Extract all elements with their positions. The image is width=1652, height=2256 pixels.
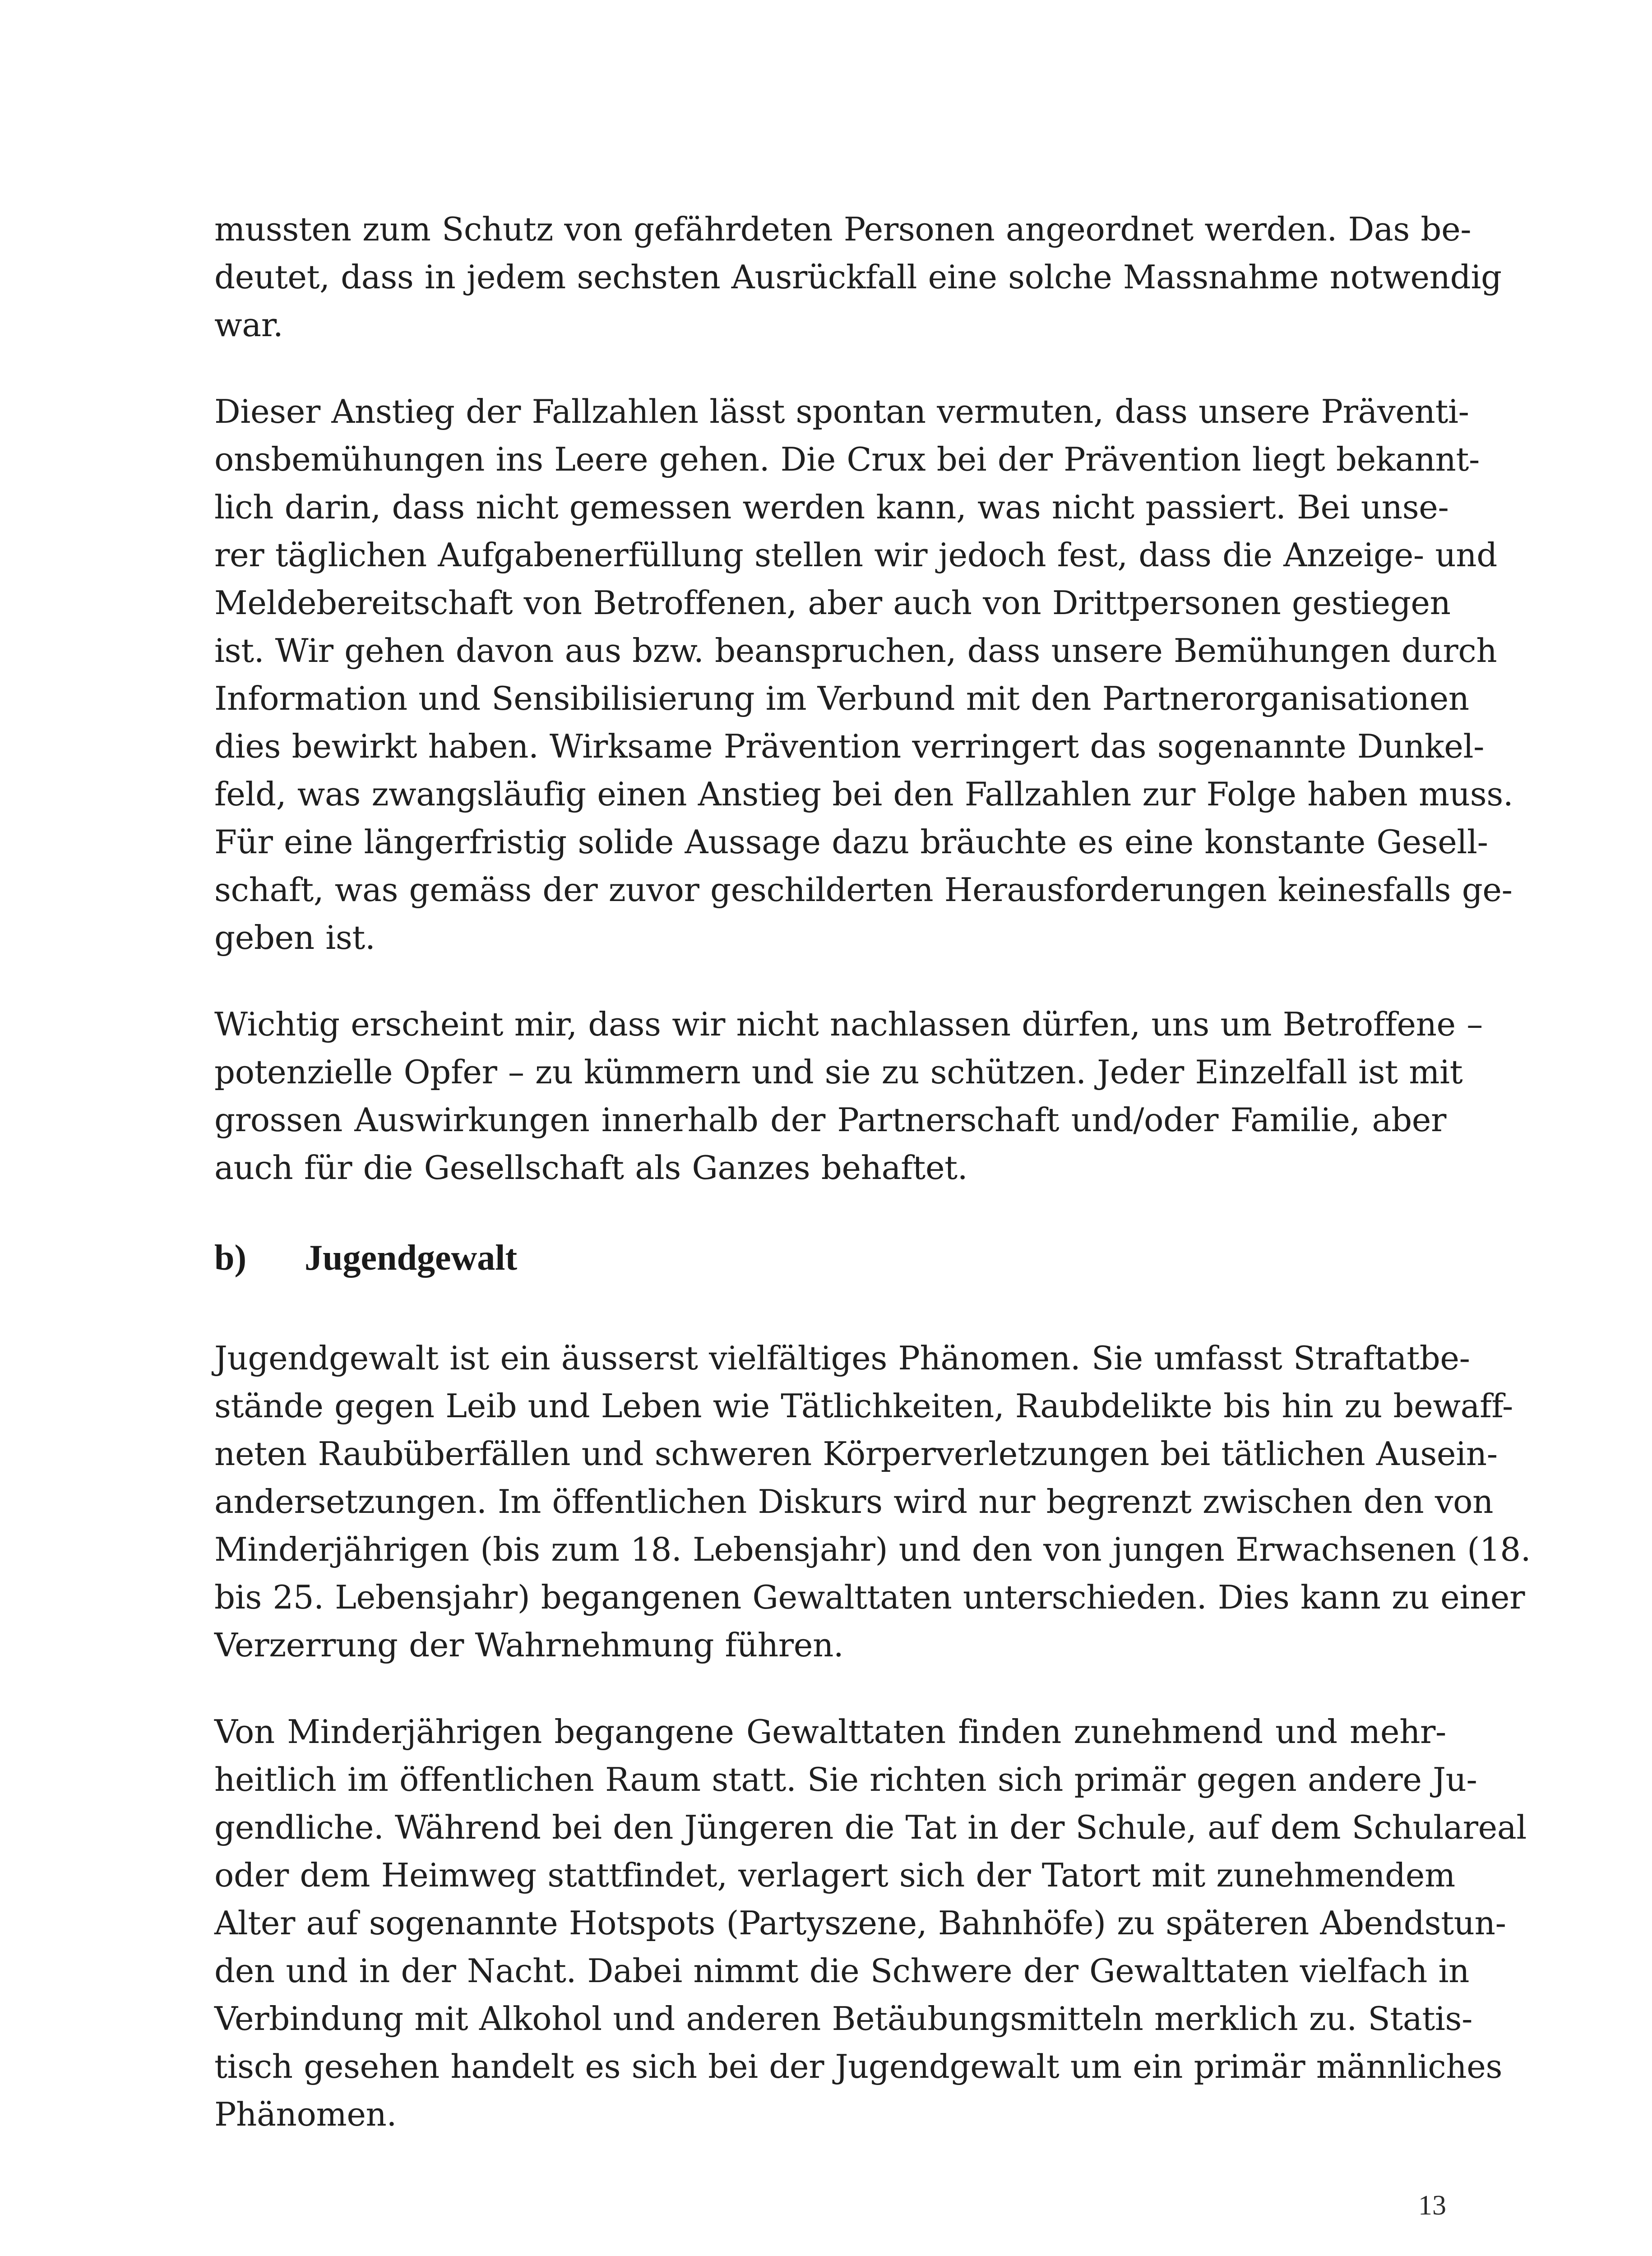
text-line: bis 25. Lebensjahr) begangenen Gewalttaten unterschieden. Dies kann zu einer	[214, 1578, 1525, 1616]
paragraph	[214, 205, 1502, 349]
text-line: feld, was zwangsläufig einen Anstieg bei den Fallzahlen zur Folge haben muss.	[214, 775, 1513, 813]
text-line: neten Raubüberfällen und schweren Körperverletzungen bei tätlichen Ausein-	[214, 1435, 1498, 1473]
text-line: andersetzungen. Im öffentlichen Diskurs wird nur begrenzt zwischen den von	[214, 1483, 1494, 1521]
text-line: deutet, dass in jedem sechsten Ausrückfall eine solche Massnahme notwendig	[214, 258, 1502, 296]
text-line: Phänomen.	[214, 2095, 397, 2133]
top-paragraphs	[214, 205, 1513, 1192]
text-line: grossen Auswirkungen innerhalb der Partnerschaft und/oder Familie, aber	[214, 1101, 1446, 1139]
text-line: Von Minderjährigen begangene Gewalttaten finden zunehmend und mehr-	[214, 1713, 1446, 1751]
text-line: war.	[214, 306, 283, 344]
text-line: gendliche. Während bei den Jüngeren die Tat in der Schule, auf dem Schulareal	[214, 1808, 1527, 1846]
text-line: Alter auf sogenannte Hotspots (Partyszene, Bahnhöfe) zu späteren Abendstun-	[214, 1904, 1506, 1942]
text-line: Verzerrung der Wahrnehmung führen.	[214, 1626, 844, 1664]
page-number: 13	[1418, 2190, 1446, 2221]
text-line: Für eine längerfristig solide Aussage dazu bräuchte es eine konstante Gesell-	[214, 823, 1488, 861]
text-line: lich darin, dass nicht gemessen werden kann, was nicht passiert. Bei unse-	[214, 488, 1449, 526]
text-line: Meldebereitschaft von Betroffenen, aber auch von Drittpersonen gestiegen	[214, 584, 1451, 622]
section-heading	[214, 1230, 1446, 1283]
text-line: auch für die Gesellschaft als Ganzes behaftet.	[214, 1149, 968, 1187]
text-line: Dieser Anstieg der Fallzahlen lässt spontan vermuten, dass unsere Präventi-	[214, 393, 1469, 430]
text-line: mussten zum Schutz von gefährdeten Personen angeordnet werden. Das be-	[214, 210, 1472, 248]
text-column	[214, 205, 1531, 2177]
text-line: Information und Sensibilisierung im Verbund mit den Partnerorganisationen	[214, 680, 1469, 717]
section-number: b)	[214, 1238, 247, 1278]
paragraph	[214, 1708, 1527, 2138]
paragraph	[214, 388, 1513, 962]
paragraph	[214, 1334, 1531, 1669]
text-line: geben ist.	[214, 919, 375, 957]
text-line: tisch gesehen handelt es sich bei der Jugendgewalt um ein primär männliches	[214, 2048, 1503, 2085]
paragraph	[214, 1000, 1483, 1192]
text-line: Verbindung mit Alkohol und anderen Betäubungsmitteln merklich zu. Statis-	[214, 2000, 1473, 2038]
text-line: heitlich im öffentlichen Raum statt. Sie richten sich primär gegen andere Ju-	[214, 1761, 1477, 1798]
text-line: rer täglichen Aufgabenerfüllung stellen wir jedoch fest, dass die Anzeige- und	[214, 536, 1497, 574]
text-line: schaft, was gemäss der zuvor geschilderten Herausforderungen keinesfalls ge-	[214, 871, 1513, 909]
text-line: Jugendgewalt ist ein äusserst vielfältiges Phänomen. Sie umfasst Straftatbe-	[214, 1339, 1470, 1377]
text-line: Wichtig erscheint mir, dass wir nicht nachlassen dürfen, uns um Betroffene –	[214, 1005, 1483, 1043]
text-line: oder dem Heimweg stattfindet, verlagert sich der Tatort mit zunehmendem	[214, 1856, 1455, 1894]
bottom-paragraphs	[214, 1334, 1531, 2138]
text-line: onsbemühungen ins Leere gehen. Die Crux bei der Prävention liegt bekannt-	[214, 440, 1480, 478]
section-title: Jugendgewalt	[305, 1238, 518, 1278]
text-line: stände gegen Leib und Leben wie Tätlichkeiten, Raubdelikte bis hin zu bewaff-	[214, 1387, 1513, 1425]
text-line: potenzielle Opfer – zu kümmern und sie zu schützen. Jeder Einzelfall ist mit	[214, 1053, 1463, 1091]
text-line: dies bewirkt haben. Wirksame Prävention verringert das sogenannte Dunkel-	[214, 727, 1485, 765]
text-line: den und in der Nacht. Dabei nimmt die Schwere der Gewalttaten vielfach in	[214, 1952, 1470, 1990]
text-line: Minderjährigen (bis zum 18. Lebensjahr) und den von jungen Erwachsenen (18.	[214, 1530, 1531, 1568]
text-line: ist. Wir gehen davon aus bzw. beanspruchen, dass unsere Bemühungen durch	[214, 632, 1497, 670]
